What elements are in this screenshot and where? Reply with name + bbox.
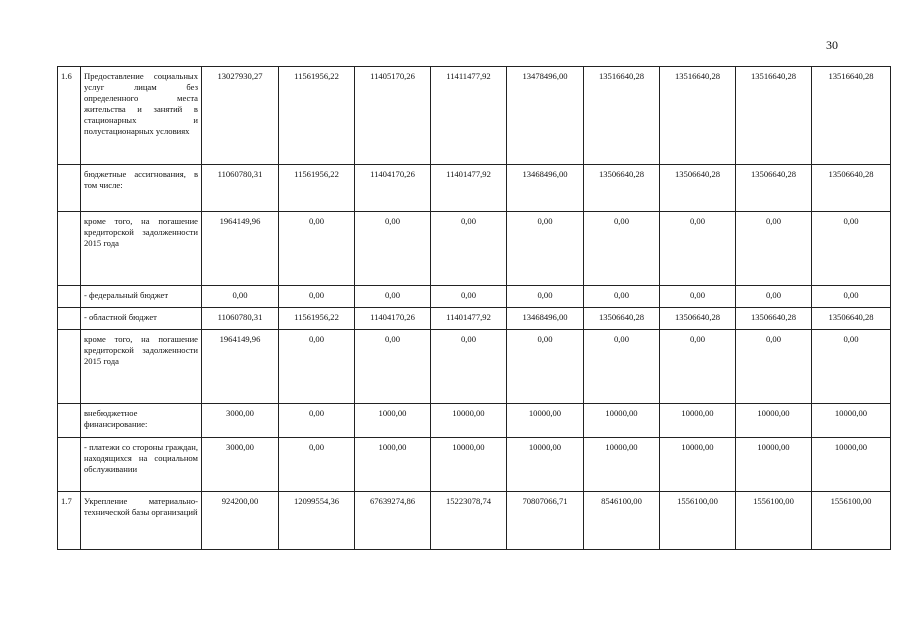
value-cell: 13516640,28 [660, 67, 736, 165]
value-cell: 0,00 [431, 212, 507, 286]
value-cell: 70807066,71 [507, 492, 584, 550]
row-label: бюджетные ассигнования, в том числе: [81, 165, 202, 212]
value-cell: 0,00 [279, 330, 355, 404]
row-number: 1.6 [58, 67, 81, 165]
value-cell: 1964149,96 [202, 330, 279, 404]
value-cell: 0,00 [431, 286, 507, 308]
value-cell: 13506640,28 [584, 308, 660, 330]
value-cell: 13468496,00 [507, 308, 584, 330]
value-cell: 10000,00 [431, 438, 507, 492]
value-cell: 11561956,22 [279, 308, 355, 330]
row-number [58, 308, 81, 330]
value-cell: 1556100,00 [812, 492, 891, 550]
value-cell: 0,00 [279, 212, 355, 286]
row-number [58, 330, 81, 404]
row-number [58, 404, 81, 438]
row-number [58, 286, 81, 308]
value-cell: 0,00 [507, 286, 584, 308]
value-cell: 8546100,00 [584, 492, 660, 550]
value-cell: 0,00 [507, 330, 584, 404]
value-cell: 12099554,36 [279, 492, 355, 550]
value-cell: 11404170,26 [355, 308, 431, 330]
value-cell: 0,00 [202, 286, 279, 308]
value-cell: 11561956,22 [279, 165, 355, 212]
value-cell: 11404170,26 [355, 165, 431, 212]
value-cell: 13506640,28 [812, 165, 891, 212]
value-cell: 10000,00 [660, 404, 736, 438]
value-cell: 13506640,28 [736, 308, 812, 330]
value-cell: 1964149,96 [202, 212, 279, 286]
value-cell: 13516640,28 [812, 67, 891, 165]
value-cell: 10000,00 [736, 404, 812, 438]
row-number [58, 212, 81, 286]
value-cell: 924200,00 [202, 492, 279, 550]
value-cell: 0,00 [736, 286, 812, 308]
value-cell: 13516640,28 [736, 67, 812, 165]
value-cell: 1000,00 [355, 438, 431, 492]
value-cell: 0,00 [431, 330, 507, 404]
value-cell: 11411477,92 [431, 67, 507, 165]
row-number: 1.7 [58, 492, 81, 550]
value-cell: 0,00 [584, 286, 660, 308]
value-cell: 10000,00 [812, 404, 891, 438]
value-cell: 10000,00 [660, 438, 736, 492]
row-label: - областной бюджет [81, 308, 202, 330]
value-cell: 13516640,28 [584, 67, 660, 165]
value-cell: 0,00 [355, 286, 431, 308]
value-cell: 3000,00 [202, 404, 279, 438]
row-label: - платежи со стороны граждан, находящихся на социальном обслуживании [81, 438, 202, 492]
row-label: - федеральный бюджет [81, 286, 202, 308]
table-row [58, 212, 891, 286]
value-cell: 10000,00 [507, 404, 584, 438]
table-row [58, 404, 891, 438]
value-cell: 0,00 [812, 330, 891, 404]
table-row [58, 330, 891, 404]
value-cell: 0,00 [355, 212, 431, 286]
value-cell: 13506640,28 [736, 165, 812, 212]
value-cell: 10000,00 [431, 404, 507, 438]
value-cell: 13027930,27 [202, 67, 279, 165]
row-label: внебюджетное финансирование: [81, 404, 202, 438]
value-cell: 0,00 [507, 212, 584, 286]
budget-table [57, 66, 891, 550]
value-cell: 0,00 [660, 286, 736, 308]
table-row [58, 67, 891, 165]
value-cell: 67639274,86 [355, 492, 431, 550]
value-cell: 10000,00 [584, 438, 660, 492]
value-cell: 10000,00 [736, 438, 812, 492]
value-cell: 0,00 [279, 438, 355, 492]
value-cell: 11060780,31 [202, 308, 279, 330]
value-cell: 13468496,00 [507, 165, 584, 212]
value-cell: 13506640,28 [812, 308, 891, 330]
row-label: Предоставление социальных услуг лицам без определенного места жительства и занятий в стационарных и полустационарных условиях [81, 67, 202, 165]
value-cell: 11405170,26 [355, 67, 431, 165]
row-number [58, 165, 81, 212]
value-cell: 1556100,00 [660, 492, 736, 550]
table-row [58, 165, 891, 212]
value-cell: 13506640,28 [660, 165, 736, 212]
value-cell: 10000,00 [507, 438, 584, 492]
table-row [58, 492, 891, 550]
value-cell: 13506640,28 [584, 165, 660, 212]
value-cell: 13478496,00 [507, 67, 584, 165]
value-cell: 0,00 [812, 212, 891, 286]
value-cell: 13506640,28 [660, 308, 736, 330]
value-cell: 10000,00 [812, 438, 891, 492]
value-cell: 11561956,22 [279, 67, 355, 165]
value-cell: 0,00 [736, 212, 812, 286]
row-label: кроме того, на погашение кредиторской задолженности 2015 года [81, 330, 202, 404]
page-number: 30 [826, 38, 838, 52]
table-row [58, 438, 891, 492]
value-cell: 11060780,31 [202, 165, 279, 212]
value-cell: 0,00 [584, 330, 660, 404]
value-cell: 0,00 [279, 404, 355, 438]
value-cell: 11401477,92 [431, 308, 507, 330]
table-row [58, 308, 891, 330]
row-number [58, 438, 81, 492]
value-cell: 1000,00 [355, 404, 431, 438]
value-cell: 15223078,74 [431, 492, 507, 550]
value-cell: 0,00 [736, 330, 812, 404]
row-label: кроме того, на погашение кредиторской задолженности 2015 года [81, 212, 202, 286]
table-row [58, 286, 891, 308]
value-cell: 10000,00 [584, 404, 660, 438]
value-cell: 11401477,92 [431, 165, 507, 212]
value-cell: 0,00 [660, 212, 736, 286]
value-cell: 3000,00 [202, 438, 279, 492]
value-cell: 0,00 [812, 286, 891, 308]
value-cell: 0,00 [584, 212, 660, 286]
row-label: Укрепление материально-технической базы организаций [81, 492, 202, 550]
value-cell: 0,00 [355, 330, 431, 404]
value-cell: 0,00 [660, 330, 736, 404]
value-cell: 0,00 [279, 286, 355, 308]
value-cell: 1556100,00 [736, 492, 812, 550]
